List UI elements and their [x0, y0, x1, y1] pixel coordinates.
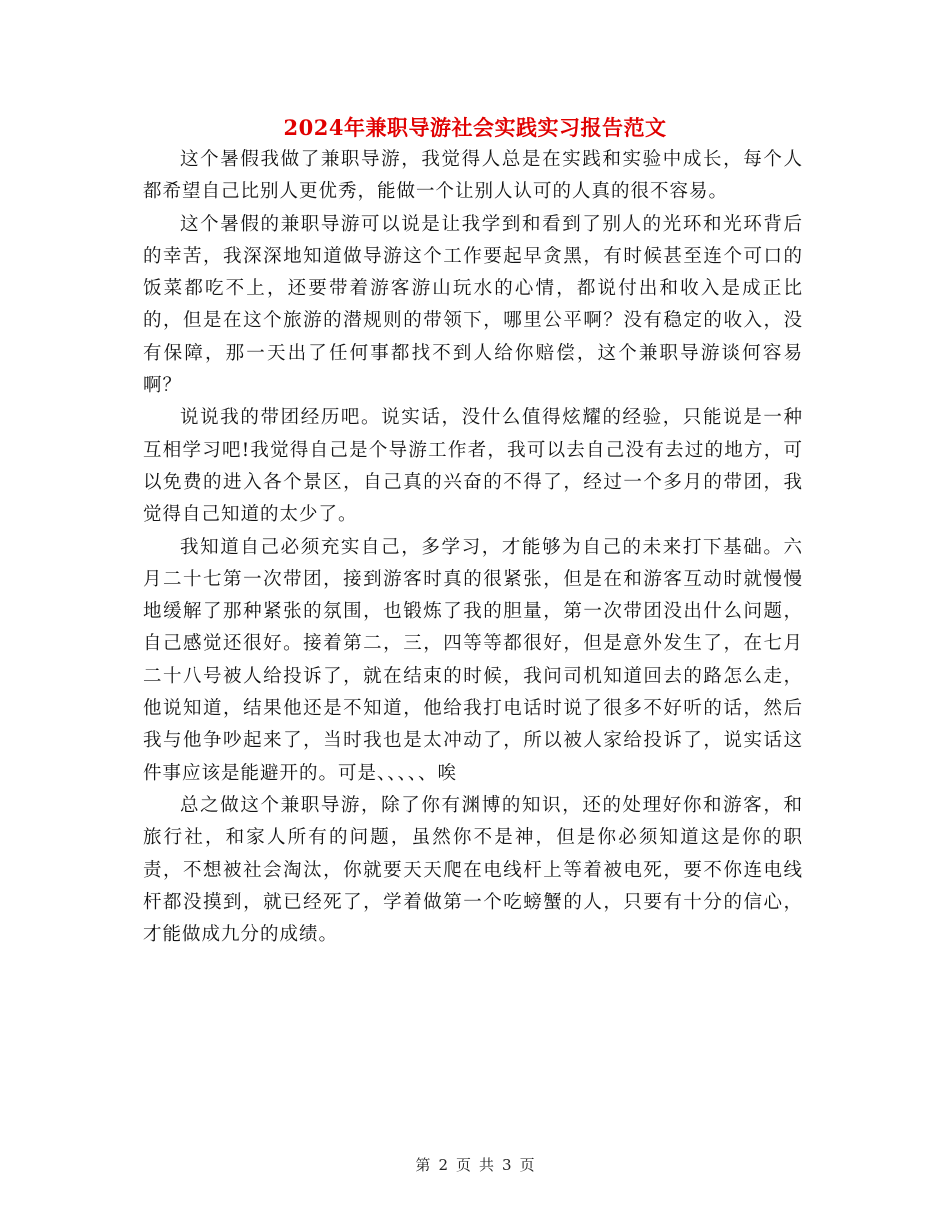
footer-page-label: 页 [455, 1156, 471, 1174]
paragraph: 我知道自己必须充实自己，多学习，才能够为自己的未来打下基础。六月二十七第一次带团，接到游客时真的很紧张，但是在和游客互动时就慢慢地缓解了那种紧张的氛围，也锻炼了我的胆量，第一次带团没出什么问题，自己感觉还很好。接着第二，三，四等等都很好，但是意外发生了，在七月二十八号被人给投诉了，就在结束的时候，我问司机知道回去的路怎么走，他说知道，结果他还是不知道，他给我打电话时说了很多不好听的话，然后我与他争吵起来了，当时我也是太冲动了，所以被人家给投诉了，说实话这件事应该是能避开的。可是、、、、、唉 [143, 536, 803, 784]
footer-total-pages: 3 [502, 1156, 512, 1174]
footer-prefix: 第 [415, 1156, 431, 1174]
footer-page-number: 2 [438, 1156, 448, 1174]
page-footer [0, 1154, 950, 1175]
document-title: 2024年兼职导游社会实践实习报告范文 [283, 115, 667, 140]
footer-suffix: 页 [519, 1156, 535, 1174]
document-body [143, 144, 803, 951]
paragraph: 这个暑假我做了兼职导游，我觉得人总是在实践和实验中成长，每个人都希望自己比别人更优秀，能做一个让别人认可的人真的很不容易。 [143, 149, 803, 203]
paragraph: 这个暑假的兼职导游可以说是让我学到和看到了别人的光环和光环背后的幸苦，我深深地知道做导游这个工作要起早贪黑，有时候甚至连个可口的饭菜都吃不上，还要带着游客游山玩水的心情，都说付出和收入是成正比的，但是在这个旅游的潜规则的带领下，哪里公平啊？没有稳定的收入，没有保障，那一天出了任何事都找不到人给你赔偿，这个兼职导游谈何容易啊？ [143, 213, 803, 397]
paragraph: 总之做这个兼职导游，除了你有渊博的知识，还的处理好你和游客，和旅行社，和家人所有的问题，虽然你不是神，但是你必须知道这是你的职责，不想被社会淘汰，你就要天天爬在电线杆上等着被电死，要不你连电线杆都没摸到，就已经死了，学着做第一个吃螃蟹的人，只要有十分的信心，才能做成九分的成绩。 [143, 794, 803, 946]
paragraph: 说说我的带团经历吧。说实话，没什么值得炫耀的经验，只能说是一种互相学习吧!我觉得自己是个导游工作者，我可以去自己没有去过的地方，可以免费的进入各个景区，自己真的兴奋的不得了，经过一个多月的带团，我觉得自己知道的太少了。 [143, 407, 803, 526]
footer-total-label: 共 [479, 1156, 495, 1174]
